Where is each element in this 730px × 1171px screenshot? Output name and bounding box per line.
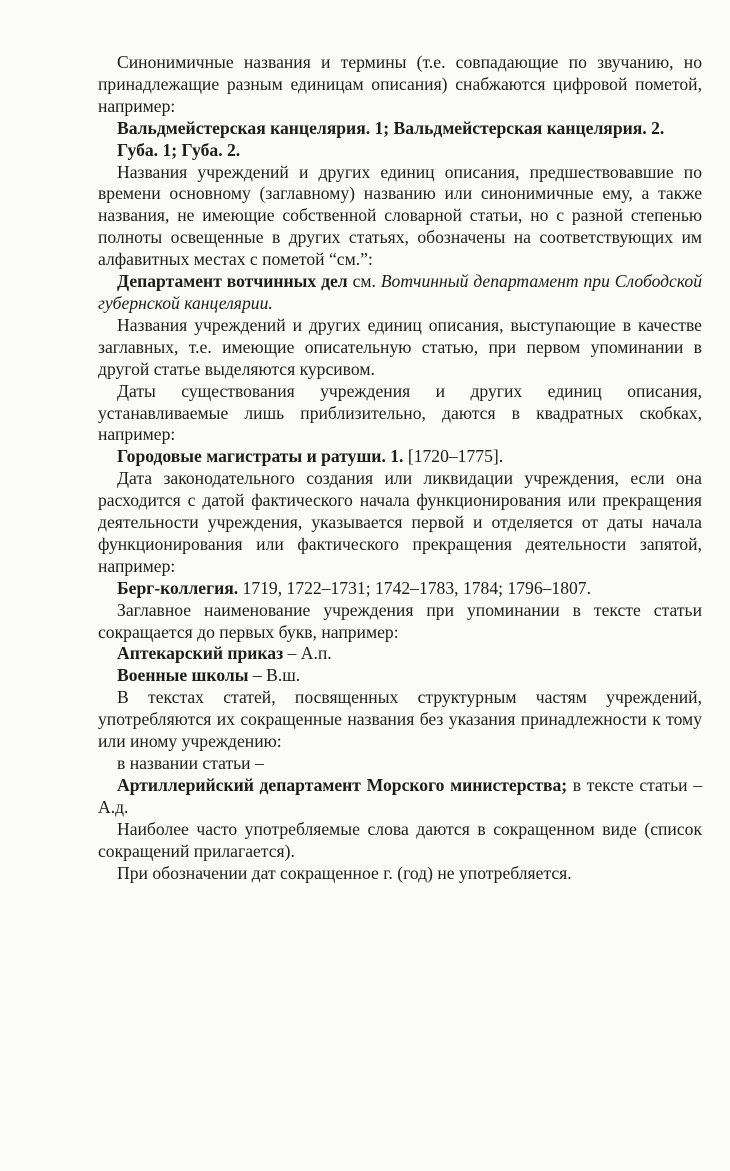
example-bold-text: Городовые магистраты и ратуши. 1. bbox=[117, 446, 404, 467]
example-plain-text: [1720–1775]. bbox=[403, 446, 504, 467]
example-plain-text: 1719, 1722–1731; 1742–1783, 1784; 1796–1807. bbox=[238, 577, 591, 598]
paragraph-legislative-dates: Дата законодательного создания или ликвидации учреждения, если она расходится с датой фактического начала функционирования или прекращения деятельности учреждения, указывается первой и отделяется от даты начала функционирования или фактического прекращения деятельности запятой, например: bbox=[98, 468, 702, 576]
example-plain-text: – В.ш. bbox=[248, 665, 301, 686]
example-aptekarsky bbox=[98, 643, 702, 665]
paragraph-structural-parts: В текстах статей, посвященных структурным частям учреждений, употребляются их сокращенные названия без указания принадлежности к тому или иному учреждению: bbox=[98, 687, 702, 752]
example-artillery-dept bbox=[98, 775, 702, 819]
example-italic-text: Вотчинный департамент при Слободской губернской канцелярии. bbox=[98, 271, 702, 313]
paragraph-abbreviation-rule: Заглавное наименование учреждения при упоминании в тексте статьи сокращается до первых букв, например: bbox=[98, 599, 702, 642]
example-bold-text: Департамент вотчинных дел bbox=[117, 271, 348, 292]
paragraph-see-reference: Названия учреждений и других единиц описания, предшествовавшие по времени основному (заглавному) названию или синонимичные ему, а также названия, не имеющие собственной словарной статьи, но с разной степенью полноты освещенные в других статьях, обозначены на соответствующих им алфавитных местах с пометой “см.”: bbox=[98, 161, 702, 270]
paragraph-synonyms: Синонимичные названия и термины (т.е. совпадающие по звучанию, но принадлежащие разным единицам описания) снабжаются цифровой пометой, например: bbox=[98, 52, 702, 116]
paragraph-approx-dates: Даты существования учреждения и других единиц описания, устанавливаемые лишь приблизительно, даются в квадратных скобках, например: bbox=[98, 380, 702, 445]
example-voennye-shkoly bbox=[98, 665, 702, 687]
example-magistraty bbox=[98, 446, 702, 468]
paragraph-in-title: в названии статьи – bbox=[117, 753, 264, 773]
example-votchinnyh-del bbox=[98, 271, 702, 315]
example-bold-text: Артиллерийский департамент Морского министерства; bbox=[117, 774, 568, 795]
example-berg-kollegia bbox=[98, 578, 702, 600]
example-bold-text: Аптекарский приказ bbox=[117, 643, 284, 664]
example-bold-text: Губа. 1; Губа. 2. bbox=[117, 139, 241, 160]
example-plain-text: см. bbox=[347, 271, 381, 292]
example-bold-text: Берг-коллегия. bbox=[117, 577, 239, 598]
example-bold-text: Вальдмейстерская канцелярия. 1; Вальдмейстерская канцелярия. 2. bbox=[117, 117, 665, 138]
paragraph-year-abbrev: При обозначении дат сокращенное г. (год) не употребляется. bbox=[117, 862, 572, 883]
example-bold-text: Военные школы bbox=[117, 665, 249, 686]
example-plain-text: в тексте статьи – А.д. bbox=[98, 774, 702, 817]
paragraph-common-words: Наиболее часто употребляемые слова даются в сокращенном виде (список сокращений прилагается). bbox=[98, 818, 702, 861]
example-waldmeister bbox=[98, 118, 702, 140]
example-plain-text: – А.п. bbox=[283, 643, 332, 664]
example-guba bbox=[98, 140, 702, 162]
paragraph-italic-rule: Названия учреждений и других единиц описания, выступающие в качестве заглавных, т.е. имеющие описательную статью, при первом упоминании в другой статье выделяются курсивом. bbox=[98, 314, 702, 379]
